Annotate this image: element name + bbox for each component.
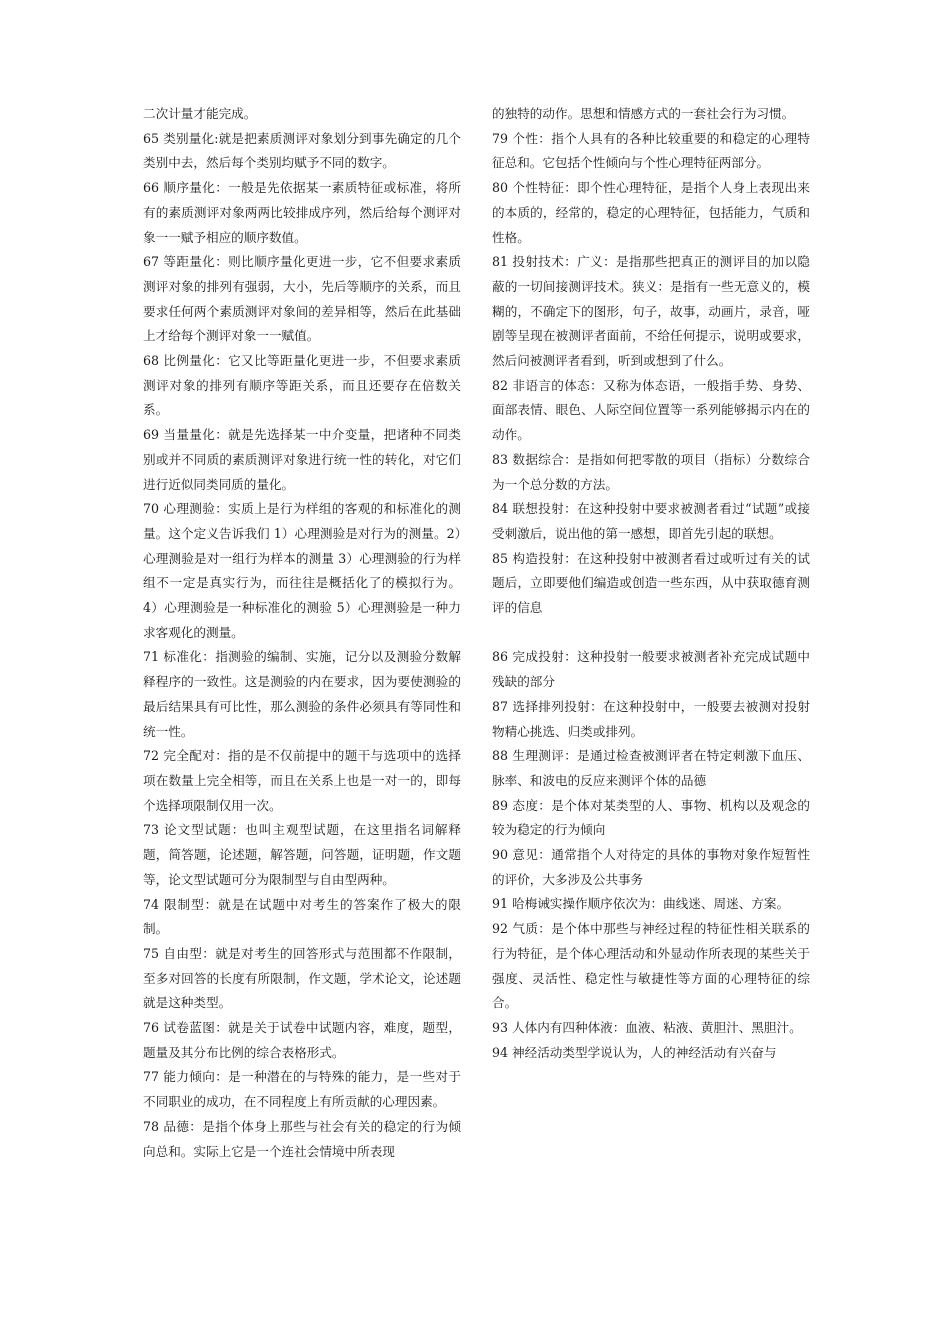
paragraph-85: 85 构造投射：在这种投射中被测者看过或听过有关的试题后，立即要他们编造或创造一些东西，从中获取德育测评的信息: [492, 550, 810, 616]
paragraph-84: 84 联想投射：在这种投射中要求被测者看过“试题”或接受刺激后，说出他的第一感想，即首先引起的联想。: [492, 501, 810, 541]
paragraph-83: 83 数据综合：是指如何把零散的项目（指标）分数综合为一个总分数的方法。: [492, 451, 810, 492]
paragraph-74: 74 限制型：就是在试题中对考生的答案作了极大的限制。: [143, 896, 461, 937]
paragraph-66: 66 顺序量化：一般是先依据某一素质特征或标准，将所有的素质测评对象两两比较排成序列，然后给每个测评对象一一赋予相应的顺序数值。: [143, 180, 461, 245]
paragraph-continuation: 二次计量才能完成。: [143, 106, 257, 121]
paragraph-80: 80 个性特征：即个性心理特征，是指个人身上表现出来的本质的，经常的，稳定的心理特征，包括能力，气质和性格。: [492, 180, 810, 245]
paragraph-65: 65 类别量化:就是把素质测评对象划分到事先确定的几个类别中去，然后每个类别均赋予不同的数字。: [143, 130, 461, 171]
paragraph-69: 69 当量量化：就是先选择某一中介变量，把诸种不同类别或并不同质的素质测评对象进行统一性的转化，对它们进行近似同类同质的量化。: [143, 427, 461, 492]
paragraph-78-continued: 的独特的动作。思想和情感方式的一套社会行为习惯。: [492, 106, 795, 121]
paragraph-73: 73 论文型试题：也叫主观型试题，在这里指名词解释题，简答题，论述题，解答题，问答题，证明题，作文题等，论文型试题可分为限制型与自由型两种。: [143, 822, 461, 887]
paragraph-75: 75 自由型：就是对考生的回答形式与范围都不作限制，至多对回答的长度有所限制，作文题，学术论文，论述题就是这种类型。: [143, 945, 461, 1011]
paragraph-82: 82 非语言的体态：又称为体态语，一般指手势、身势、面部表情、眼色、人际空间位置等一系列能够揭示内在的动作。: [492, 377, 810, 443]
paragraph-72: 72 完全配对：指的是不仅前提中的题干与选项中的选择项在数量上完全相等，而且在关系上也是一对一的，即每个选择项限制仅用一次。: [143, 748, 461, 813]
left-column: [143, 102, 461, 1164]
blank-line: [492, 621, 810, 646]
right-column: [492, 102, 810, 1065]
paragraph-76: 76 试卷蓝图：就是关于试卷中试题内容，难度，题型，题量及其分布比例的综合表格形式。: [143, 1020, 461, 1060]
paragraph-78: 78 品德：是指个体身上那些与社会有关的稳定的行为倾向总和。实际上它是一个连社会情境中所表现: [143, 1118, 461, 1159]
paragraph-77: 77 能力倾向：是一种潜在的与特殊的能力，是一些对于不同职业的成功，在不同程度上有所贡献的心理因素。: [143, 1069, 461, 1110]
paragraph-67: 67 等距量化：则比顺序量化更进一步，它不但要求素质测评对象的排列有强弱，大小，先后等顺序的关系，而且要求任何两个素质测评对象间的差异相等，然后在此基础上才给每个测评对象一一赋值。: [143, 254, 461, 344]
paragraph-68: 68 比例量化：它又比等距量化更进一步，不但要求素质测评对象的排列有顺序等距关系，而且还要存在倍数关系。: [143, 353, 461, 418]
paragraph-92: 92 气质：是个体中那些与神经过程的特征性相关联系的行为特征，是个体心理活动和外显动作所表现的某些关于强度、灵活性、稳定性与敏捷性等方面的心理特征的综合。: [492, 921, 810, 1011]
paragraph-70: 70 心理测验：实质上是行为样组的客观的和标准化的测量。这个定义告诉我们 1）心理测验是对行为的测量。2）心理测验是对一组行为样本的测量 3）心理测验的行为样组不一定是真实行为，而往往是概括化了的模拟行为。 4）心理测验是一种标准化的测验 5）心理测验是一种力求客观化的测量。: [143, 501, 461, 640]
paragraph-90: 90 意见：通常指个人对待定的具体的事物对象作短暂性的评价，大多涉及公共事务: [492, 847, 810, 887]
paragraph-87: 87 选择排列投射：在这种投射中，一般要去被测对投射物精心挑选、归类或排列。: [492, 698, 810, 739]
paragraph-86: 86 完成投射：这种投射一般要求被测者补充完成试题中残缺的部分: [492, 649, 810, 690]
paragraph-79: 79 个性：指个人具有的各种比较重要的和稳定的心理特征总和。它包括个性倾向与个性心理特征两部分。: [492, 130, 810, 171]
paragraph-81: 81 投射技术：广义：是指那些把真正的测评目的加以隐蔽的一切间接测评技术。狭义：是指有一些无意义的，模糊的，不确定下的图形，句子，故事，动画片，录音，哑剧等呈现在被测评者面前，不给任何提示，说明或要求，然后问被测评者看到，听到或想到了什么。: [492, 254, 810, 369]
paragraph-91: 91 哈梅诫实操作顺序依次为：曲线迷、周迷、方案。: [492, 896, 790, 912]
paragraph-89: 89 态度：是个体对某类型的人、事物、机构以及观念的较为稳定的行为倾向: [492, 797, 810, 838]
paragraph-93: 93 人体内有四种体液：血液、粘液、黄胆汁、黑胆汁。: [492, 1020, 802, 1035]
paragraph-88: 88 生理测评：是通过检查被测评者在特定刺激下血压、脉率、和波电的反应来测评个体的品德: [492, 748, 810, 788]
paragraph-94: 94 神经活动类型学说认为，人的神经活动有兴奋与: [492, 1044, 777, 1060]
paragraph-71: 71 标准化：指测验的编制、实施，记分以及测验分数解释程序的一致性。这是测验的内在要求，因为要使测验的最后结果具有可比性，那么测验的条件必须具有等同性和统一性。: [143, 649, 461, 739]
